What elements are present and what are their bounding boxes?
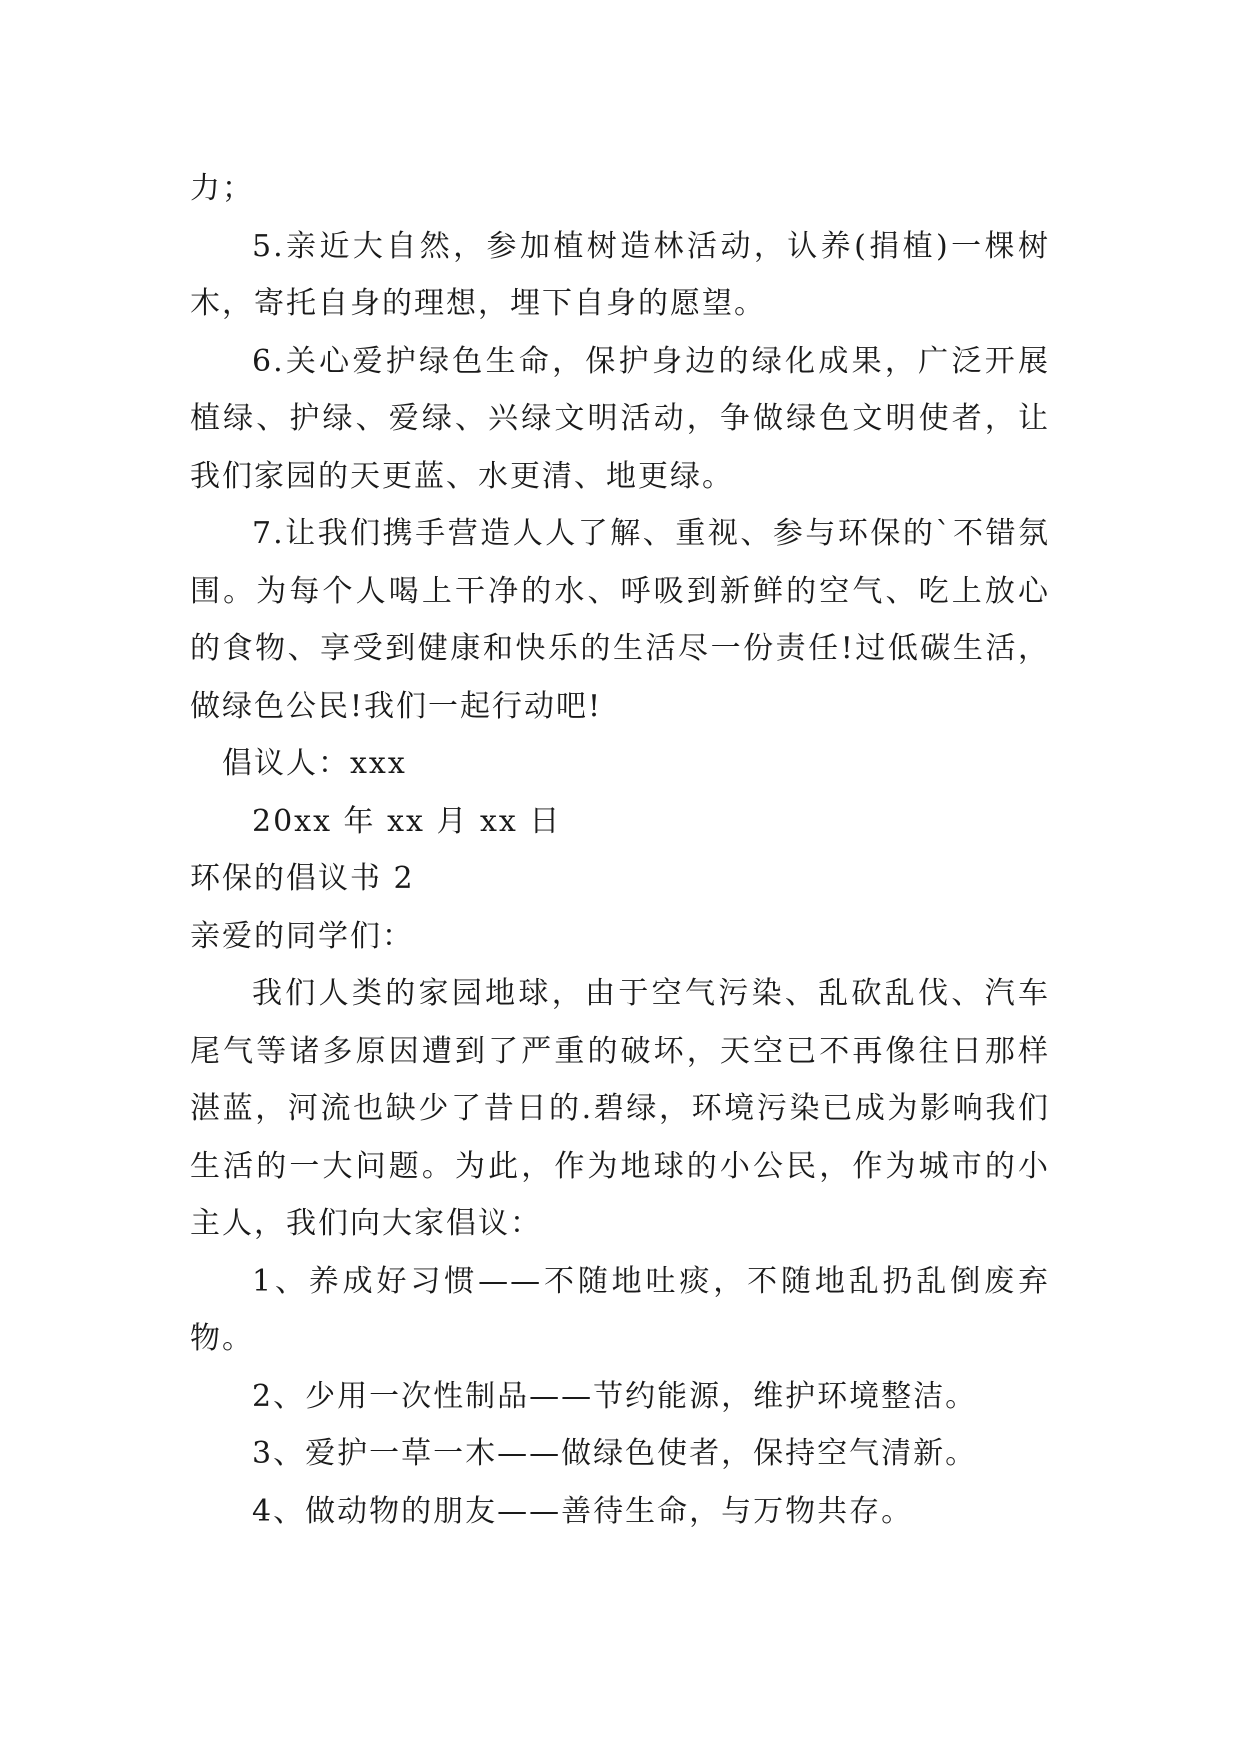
proposal-item-3: 3、爱护一草一木——做绿色使者，保持空气清新。 [252,1436,978,1471]
proposal-item-5: 5.亲近大自然，参加植树造林活动，认养(捐植)一棵树木，寄托自身的理想，埋下自身的愿望。 [190,228,1050,321]
salutation: 亲爱的同学们： [190,918,414,954]
section-title: 环保的倡议书 2 [190,861,415,896]
proposal-item-4: 4、做动物的朋友——善待生命，与万物共存。 [252,1493,914,1529]
intro-paragraph: 我们人类的家园地球，由于空气污染、乱砍乱伐、汽车尾气等诸多原因遭到了严重的破坏，天空已不再像往日那样湛蓝，河流也缺少了昔日的.碧绿，环境污染已成为影响我们生活的一大问题。为此，作为地球的小公民，作为城市的小主人，我们向大家倡议： [190,976,1050,1241]
document-body [190,160,1050,1540]
signer-line: 倡议人：xxx [222,746,407,781]
proposal-item-1: 1、养成好习惯——不随地吐痰，不随地乱扔乱倒废弃物。 [190,1263,1050,1356]
proposal-item-7: 7.让我们携手营造人人了解、重视、参与环保的`不错氛围。为每个人喝上干净的水、呼吸到新鲜的空气、吃上放心的食物、享受到健康和快乐的生活尽一份责任!过低碳生活，做绿色公民!我们一起行动吧! [190,516,1050,724]
proposal-item-6: 6.关心爱护绿色生命，保护身边的绿化成果，广泛开展植绿、护绿、爱绿、兴绿文明活动，争做绿色文明使者，让我们家园的天更蓝、水更清、地更绿。 [190,343,1050,494]
date-line: 20xx 年 xx 月 xx 日 [252,803,562,839]
paragraph-continuation: 力； [190,171,254,206]
proposal-item-2: 2、少用一次性制品——节约能源，维护环境整洁。 [252,1378,978,1414]
